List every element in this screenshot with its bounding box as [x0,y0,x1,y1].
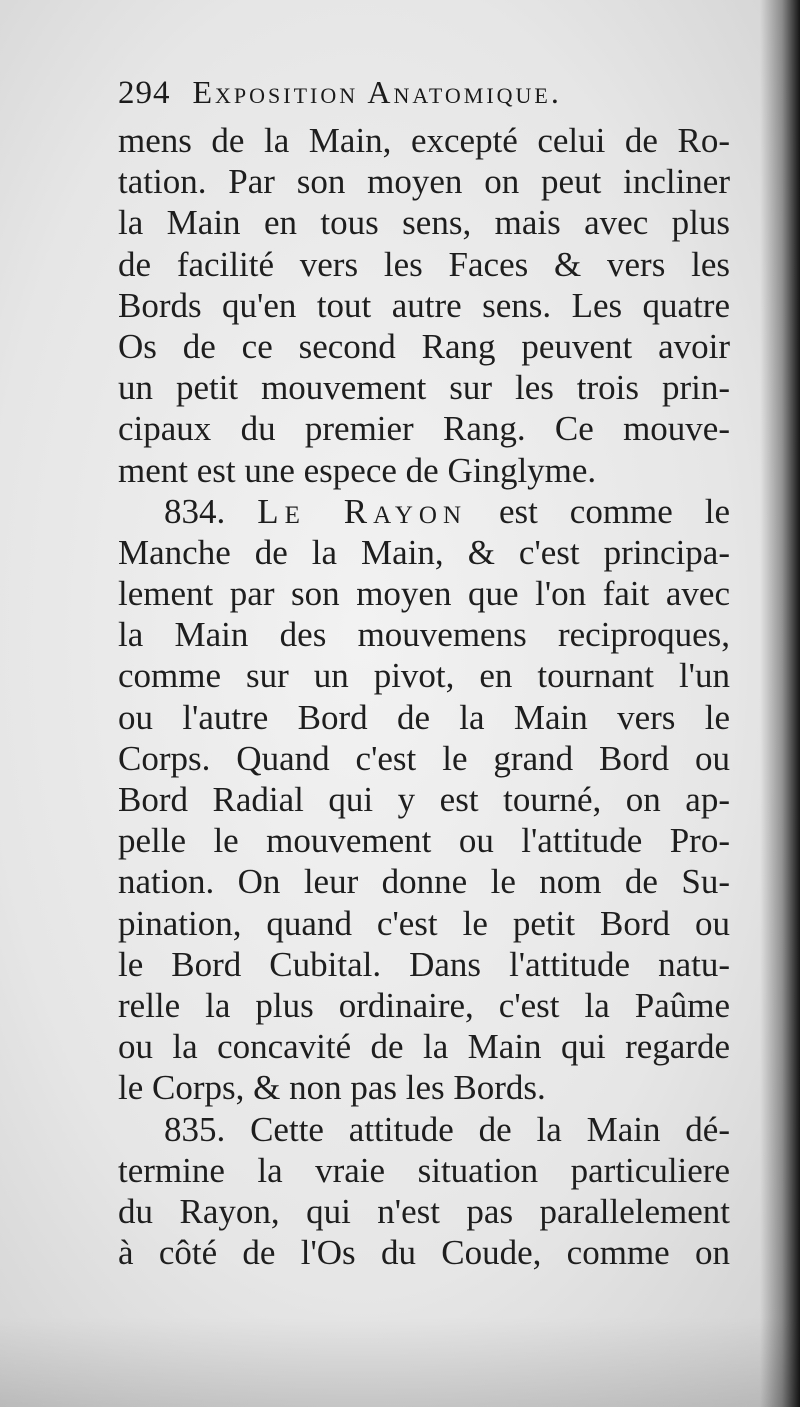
text-line: lement par son moyen que l'on fait avec [118,574,730,614]
text-line: ou l'autre Bord de la Main vers le [118,697,730,737]
text-line: comme sur un pivot, en tournant l'un [118,656,730,696]
page-shadow [0,1317,800,1407]
text-line: le Bord Cubital. Dans l'attitude natu- [118,944,730,984]
text-line: nation. On leur donne le nom de Su- [118,862,730,902]
paragraph-number: 834. [164,491,226,531]
binding-shadow [760,0,800,1407]
paragraph-end-line: ment est une espece de Ginglyme. [118,450,597,490]
text-line: tation. Par son moyen on peut incliner [118,162,730,202]
text-line: Manche de la Main, & c'est principa- [118,532,730,572]
section-term: Le Rayon [257,491,468,531]
page-number: 294 [118,75,171,111]
text-line: Os de ce second Rang peuvent avoir [118,326,730,366]
text-line: un petit mouvement sur les trois prin- [118,368,730,408]
text-line: cipaux du premier Rang. Ce mouve- [118,409,730,449]
paragraph-834-start [118,491,730,532]
text-line: à côté de l'Os du Coude, comme on [118,1233,730,1273]
paragraph-835-start: 835. Cette attitude de la Main dé- [164,1109,730,1149]
body-text [118,120,730,1273]
text-line: termine la vraie situation particuliere [118,1150,730,1190]
text-line: du Rayon, qui n'est pas parallelement [118,1191,730,1231]
text-line: de facilité vers les Faces & vers les [118,244,730,284]
text-line: relle la plus ordinaire, c'est la Paûme [118,985,730,1025]
paragraph-end-line: le Corps, & non pas les Bords. [118,1068,546,1108]
text-line: Corps. Quand c'est le grand Bord ou [118,738,730,778]
text-line: Bords qu'en tout autre sens. Les quatre [118,285,730,325]
page-header [118,74,678,122]
text-line: pination, quand c'est le petit Bord ou [118,903,730,943]
running-head: Exposition Anatomique. [192,74,562,110]
text-line: la Main des mouvemens reciproques, [118,615,730,655]
text-fragment: est comme le [498,491,731,531]
text-line: la Main en tous sens, mais avec plus [118,203,730,243]
text-line: pelle le mouvement ou l'attitude Pro- [118,821,730,861]
text-line: mens de la Main, excepté celui de Ro- [118,121,730,160]
text-line: ou la concavité de la Main qui regarde [118,1027,730,1067]
text-line: Bord Radial qui y est tourné, on ap- [118,780,730,819]
